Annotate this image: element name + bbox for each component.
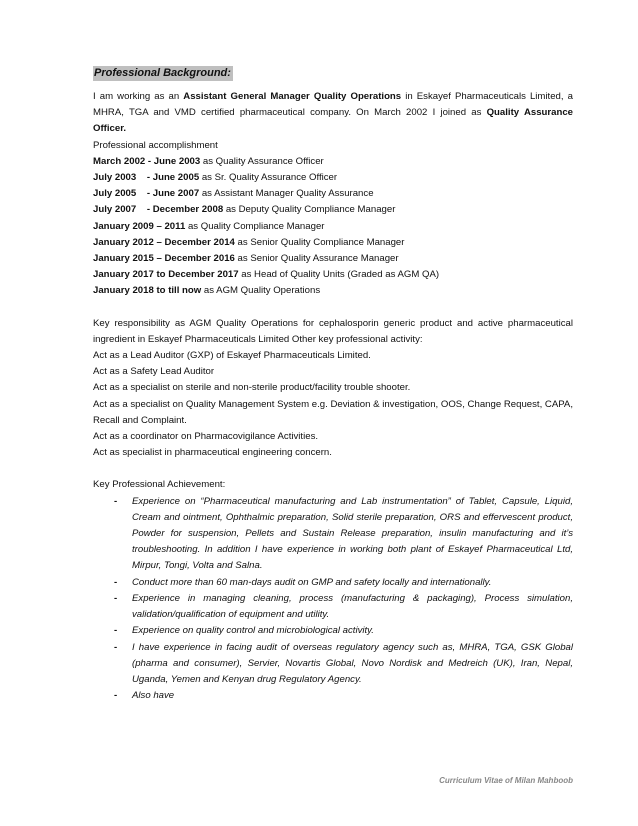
role-item: January 2018 to till now as AGM Quality Operations bbox=[93, 285, 321, 297]
responsibility-item: Act as a coordinator on Pharmacovigilance Activities. bbox=[93, 431, 319, 443]
achievement-list bbox=[93, 494, 573, 705]
achievement-item: - Experience on “Pharmaceutical manufacturing and Lab instrumentation” of Tablet, Capsule, Liquid, Cream and ointment, Ophthalmic preparation, Solid sterile preparation, ORS and effervescent product, Powder for suspension, Pellets and Sustain Release preparation, insulin manufacturing and it’s troubleshooting. In addition I have experience in working both plant of Eskayef Pharmaceutical Ltd, Mirpur, Tongi, Volta and Salna. bbox=[114, 495, 573, 572]
section-heading: Professional Background: bbox=[94, 67, 231, 79]
role-item: January 2015 – December 2016 as Senior Quality Assurance Manager bbox=[93, 253, 399, 265]
dash-bullet: - bbox=[114, 592, 118, 604]
intro-text-2: in Eskayef Pharmaceuticals Limited, a MHRA, TGA and VMD certified pharmaceutical company. On March 2002 I joined as bbox=[93, 91, 573, 119]
dash-bullet: - bbox=[114, 690, 118, 702]
role-item: July 2003 - June 2005 as Sr. Quality Assurance Officer bbox=[93, 172, 338, 184]
achievement-item: - I have experience in facing audit of overseas regulatory agency such as, MHRA, TGA, GSK Global (pharma and consumer), Servier, Novartis Global, Novo Nordisk and Medreich (UK), Iran, Nepal, Uganda, Yemen and Kenyan drug Regulatory Agency. bbox=[114, 641, 573, 685]
joining-position: Quality Assurance Officer. bbox=[93, 107, 574, 135]
responsibility-item: Act as a Safety Lead Auditor bbox=[93, 366, 215, 378]
dash-bullet: - bbox=[114, 625, 118, 637]
dash-bullet: - bbox=[114, 576, 118, 588]
role-item: January 2012 – December 2014 as Senior Quality Compliance Manager bbox=[93, 236, 405, 248]
current-position: Assistant General Manager Quality Operations bbox=[183, 91, 402, 102]
dash-bullet: - bbox=[114, 641, 118, 653]
role-item: March 2002 - June 2003 as Quality Assurance Officer bbox=[93, 155, 324, 167]
role-item: January 2009 – 2011 as Quality Compliance Manager bbox=[93, 220, 325, 232]
role-list bbox=[93, 154, 573, 300]
role-item: July 2007 - December 2008 as Deputy Quality Compliance Manager bbox=[93, 204, 396, 216]
role-item: July 2005 - June 2007 as Assistant Manager Quality Assurance bbox=[93, 188, 374, 200]
responsibility-item: Act as a specialist on Quality Management System e.g. Deviation & investigation, OOS, Change Request, CAPA, Recall and Complaint. bbox=[93, 398, 573, 426]
achievement-item: - Also have bbox=[93, 688, 573, 704]
responsibility-intro: Key responsibility as AGM Quality Operations for cephalosporin generic product and active pharmaceutical ingredient in Eskayef Pharmaceuticals Limited Other key professional activity: bbox=[93, 317, 573, 345]
responsibility-item: Act as a specialist on sterile and non-sterile product/facility trouble shooter. bbox=[93, 382, 411, 394]
page-footer: Curriculum Vitae of Milan Mahboob bbox=[439, 776, 573, 785]
cv-page bbox=[93, 66, 573, 704]
role-item: January 2017 to December 2017 as Head of Quality Units (Graded as AGM QA) bbox=[93, 269, 440, 281]
responsibility-item: Act as a Lead Auditor (GXP) of Eskayef Pharmaceuticals Limited. bbox=[93, 350, 371, 362]
responsibility-item: Act as specialist in pharmaceutical engineering concern. bbox=[93, 447, 332, 459]
intro-text-1: I am working as an bbox=[93, 91, 184, 102]
achievement-item: - Experience on quality control and microbiological activity. bbox=[93, 623, 573, 639]
intro-paragraph bbox=[93, 89, 573, 138]
achievement-item: - Experience in managing cleaning, process (manufacturing & packaging), Process simulation, validation/qualification of equipment and utility. bbox=[114, 592, 573, 621]
achievement-item: - Conduct more than 60 man-days audit on GMP and safety locally and internationally. bbox=[93, 575, 573, 591]
achievement-title: Key Professional Achievement: bbox=[93, 479, 226, 491]
accomplishment-label: Professional accomplishment bbox=[93, 139, 218, 151]
dash-bullet: - bbox=[114, 495, 118, 507]
